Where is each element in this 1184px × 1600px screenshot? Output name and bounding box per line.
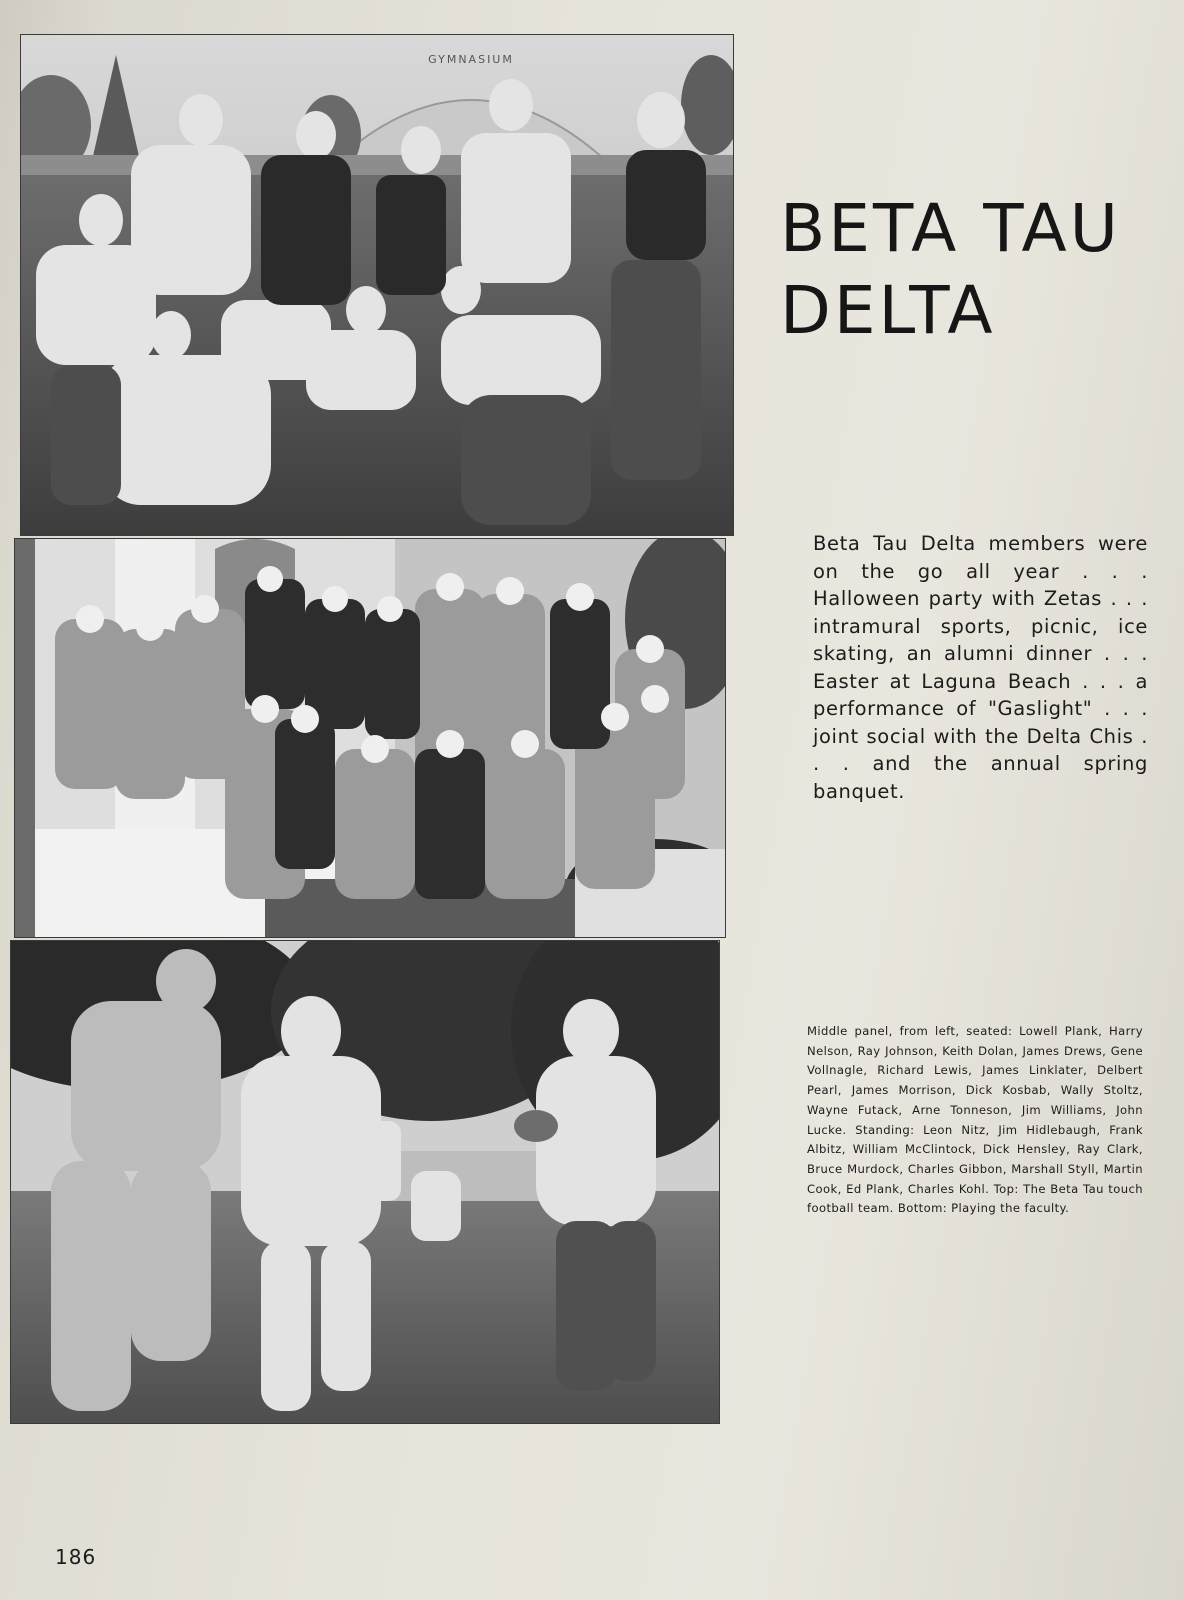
top-photo-touch-football-team: [20, 34, 734, 536]
group-photo-icon: [15, 539, 725, 937]
page-number: 186: [55, 1545, 97, 1569]
page-title: [780, 188, 1140, 352]
photo-caption: Middle panel, from left, seated: Lowell Plank, Harry Nelson, Ray Johnson, Keith Dolan, James Drews, Gene Vollnagle, Richard Lewis, James Linklater, Delbert Pearl, James Morrison, Dick Kosbab, Wally Stoltz, Wayne Futack, Arne Tonneson, Jim Williams, John Lucke. Standing: Leon Nitz, Jim Hidlebaugh, Frank Albitz, William McClintock, Dick Hensley, Ray Clark, Bruce Murdock, Charles Gibbon, Marshall Styll, Martin Cook, Ed Plank, Charles Kohl. Top: The Beta Tau touch football team. Bottom: Playing the faculty.: [807, 1024, 1143, 1216]
gym-sign: GYMNASIUM: [428, 53, 514, 66]
bottom-photo-playing-the-faculty: [10, 940, 720, 1424]
football-action-photo-icon: [11, 941, 719, 1423]
middle-photo-members-group: [14, 538, 726, 938]
title-line-1: BETA TAU: [780, 190, 1121, 267]
title-line-2: DELTA: [780, 272, 996, 349]
body-text: Beta Tau Delta members were on the go all year . . . Halloween party with Zetas . . . intramural sports, picnic, ice skating, an alumni dinner . . . Easter at Laguna Beach . . . a performance of "Gaslight" . . . joint social with the Delta Chis . . . and the annual spring banquet.: [813, 532, 1148, 803]
group-photo-icon: [21, 35, 733, 535]
